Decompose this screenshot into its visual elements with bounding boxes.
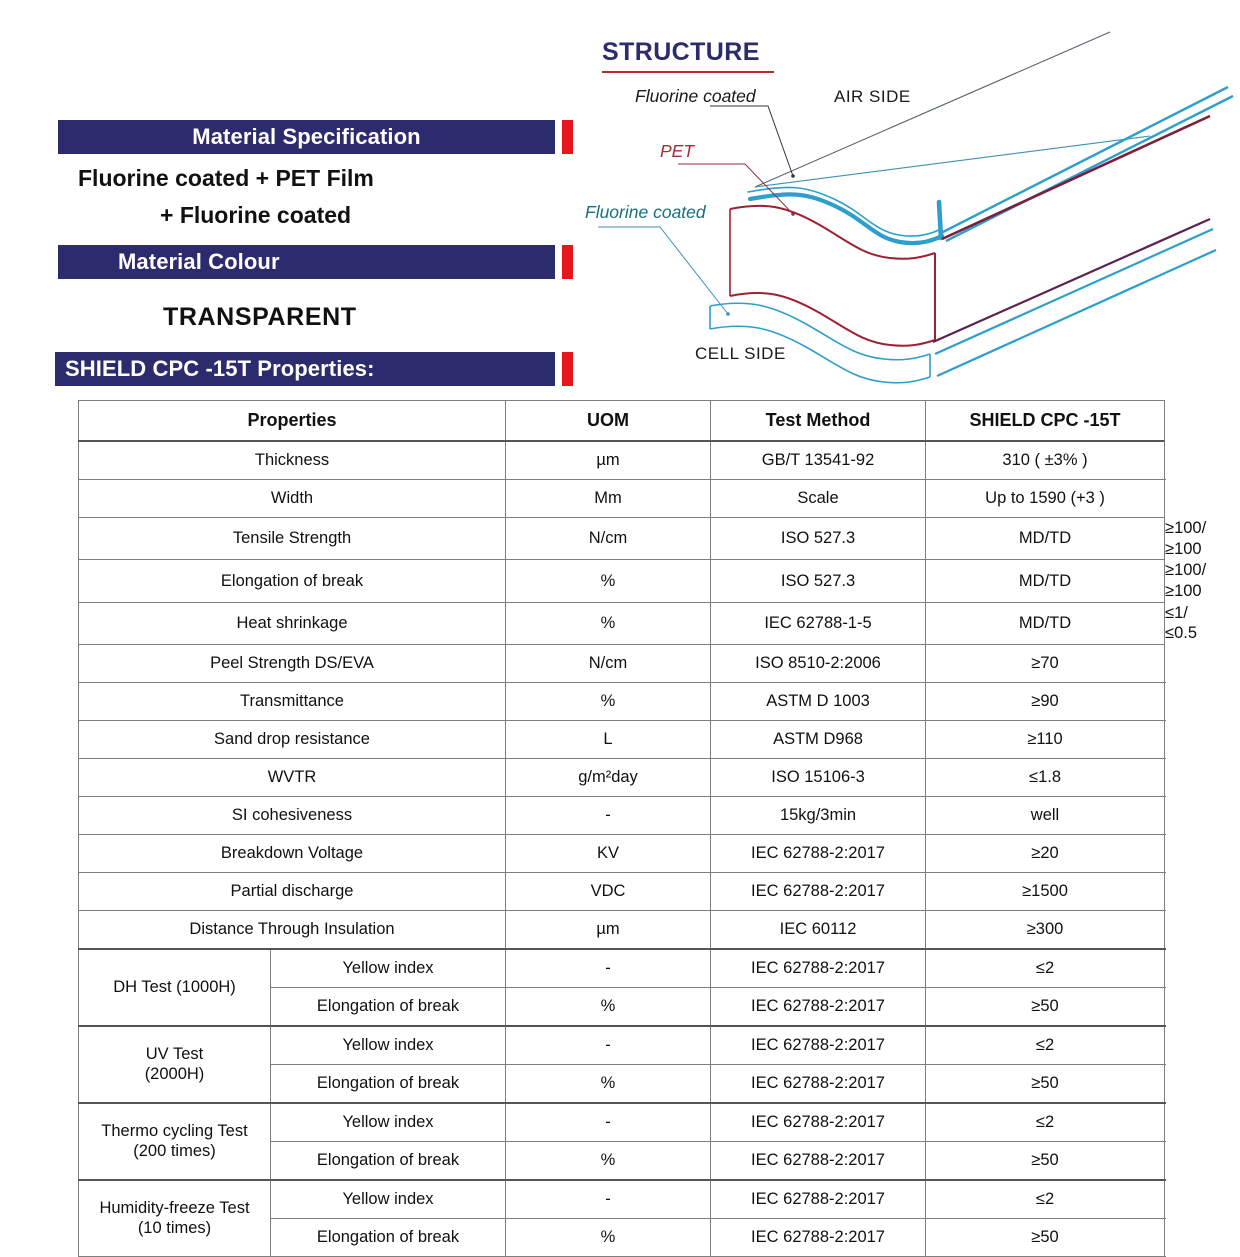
cell-test-method: IEC 62788-2:2017 <box>711 1141 926 1180</box>
cell-property: Yellow index <box>271 1103 506 1142</box>
cell-property: Breakdown Voltage <box>79 834 506 872</box>
cell-property: Thickness <box>79 441 506 480</box>
cell-test-group: Humidity-freeze Test (10 times) <box>79 1180 271 1257</box>
cell-test-group: Thermo cycling Test (200 times) <box>79 1103 271 1180</box>
cell-test-method: ASTM D968 <box>711 720 926 758</box>
cell-property: Transmittance <box>79 682 506 720</box>
structure-diagram <box>585 24 1240 394</box>
cell-uom: % <box>506 560 711 602</box>
material-specification-header-label: Material Specification <box>58 120 555 154</box>
cell-uom: N/cm <box>506 518 711 560</box>
label-pet: PET <box>660 141 695 161</box>
cell-result: ≥300 <box>926 910 1165 949</box>
cell-result: well <box>926 796 1165 834</box>
cell-test-method: IEC 62788-2:2017 <box>711 834 926 872</box>
column-header-properties: Properties <box>79 401 506 442</box>
table-row <box>79 480 1165 518</box>
cell-test-group: DH Test (1000H) <box>79 949 271 1026</box>
cell-test-group: UV Test (2000H) <box>79 1026 271 1103</box>
cell-result: 310 ( ±3% ) <box>926 441 1165 480</box>
cell-uom: µm <box>506 441 711 480</box>
cell-uom: % <box>506 1141 711 1180</box>
cell-property: Tensile Strength <box>79 518 506 560</box>
cell-uom: L <box>506 720 711 758</box>
column-header-test-method: Test Method <box>711 401 926 442</box>
cell-uom: % <box>506 1064 711 1103</box>
table-row <box>79 682 1165 720</box>
material-colour-value: TRANSPARENT <box>163 303 357 331</box>
structure-title: STRUCTURE <box>602 38 760 66</box>
table-row <box>79 834 1165 872</box>
material-spec-line-2: + Fluorine coated <box>160 202 352 228</box>
cell-result: ≤2 <box>926 1103 1165 1142</box>
label-fluorine-coated-top: Fluorine coated <box>635 86 756 106</box>
cell-result-direction: MD/TD <box>926 518 1165 560</box>
cell-test-method: IEC 62788-2:2017 <box>711 1218 926 1256</box>
table-row <box>79 441 1165 480</box>
cell-test-method: ISO 527.3 <box>711 518 926 560</box>
cell-property: Elongation of break <box>79 560 506 602</box>
cell-test-method: IEC 60112 <box>711 910 926 949</box>
properties-header-label: SHIELD CPC -15T Properties: <box>55 352 555 386</box>
header-bar-gap <box>555 120 562 154</box>
cell-result: ≥1500 <box>926 872 1165 910</box>
table-row <box>79 949 1165 988</box>
cell-property: Elongation of break <box>271 1141 506 1180</box>
header-bar-gap <box>555 245 562 279</box>
table-row: Heat shrinkage % IEC 62788-1-5 MD/TD ≤1/≤0.5 <box>79 602 1165 644</box>
cell-uom: % <box>506 1218 711 1256</box>
table-row <box>79 1180 1165 1219</box>
cell-result: Up to 1590 (+3 ) <box>926 480 1165 518</box>
cell-property: Yellow index <box>271 949 506 988</box>
cell-test-method: IEC 62788-1-5 <box>711 602 926 644</box>
cell-test-method: Scale <box>711 480 926 518</box>
material-colour-header-label: Material Colour <box>58 245 555 279</box>
cell-property: Elongation of break <box>271 1064 506 1103</box>
cell-uom: - <box>506 1103 711 1142</box>
material-colour-header-bar <box>58 245 573 279</box>
cell-uom: - <box>506 796 711 834</box>
label-cell-side: CELL SIDE <box>695 344 786 363</box>
cell-test-method: GB/T 13541-92 <box>711 441 926 480</box>
cell-test-method: IEC 62788-2:2017 <box>711 1180 926 1219</box>
cell-uom: - <box>506 1180 711 1219</box>
cell-property: Yellow index <box>271 1026 506 1065</box>
cell-result: ≤1.8 <box>926 758 1165 796</box>
cell-result: ≤2 <box>926 1180 1165 1219</box>
cell-uom: VDC <box>506 872 711 910</box>
table-row <box>79 758 1165 796</box>
table-header-row <box>79 401 1165 442</box>
table-row <box>79 644 1165 682</box>
cell-uom: KV <box>506 834 711 872</box>
cell-result-direction: MD/TD <box>926 560 1165 602</box>
header-bar-red-accent <box>562 245 573 279</box>
cell-test-method: ISO 8510-2:2006 <box>711 644 926 682</box>
cell-result: ≥50 <box>926 1218 1165 1256</box>
cell-test-method: ASTM D 1003 <box>711 682 926 720</box>
cell-uom: g/m²day <box>506 758 711 796</box>
table-row <box>79 872 1165 910</box>
table-row <box>79 1026 1165 1065</box>
cell-test-method: ISO 15106-3 <box>711 758 926 796</box>
cell-uom: - <box>506 949 711 988</box>
cell-uom: Mm <box>506 480 711 518</box>
cell-test-method: IEC 62788-2:2017 <box>711 1064 926 1103</box>
cell-test-method: IEC 62788-2:2017 <box>711 949 926 988</box>
table-row: Elongation of break % ISO 527.3 MD/TD ≥100/≥100 <box>79 560 1165 602</box>
cell-uom: % <box>506 987 711 1026</box>
material-specification-header-bar <box>58 120 573 154</box>
cell-test-method: IEC 62788-2:2017 <box>711 1026 926 1065</box>
table-row: Tensile Strength N/cm ISO 527.3 MD/TD ≥100/≥100 <box>79 518 1165 560</box>
cell-result: ≥50 <box>926 1064 1165 1103</box>
column-header-result: SHIELD CPC -15T <box>926 401 1165 442</box>
cell-property: Elongation of break <box>271 987 506 1026</box>
cell-property: Sand drop resistance <box>79 720 506 758</box>
cell-uom: % <box>506 682 711 720</box>
cell-result: ≥110 <box>926 720 1165 758</box>
cell-test-method: IEC 62788-2:2017 <box>711 1103 926 1142</box>
header-bar-red-accent <box>562 120 573 154</box>
properties-header-bar <box>55 352 573 386</box>
table-row <box>79 720 1165 758</box>
cell-uom: % <box>506 602 711 644</box>
cell-test-method: IEC 62788-2:2017 <box>711 872 926 910</box>
cell-test-method: IEC 62788-2:2017 <box>711 987 926 1026</box>
cell-result: ≤2 <box>926 1026 1165 1065</box>
cell-result: ≤2 <box>926 949 1165 988</box>
cell-property: Peel Strength DS/EVA <box>79 644 506 682</box>
column-header-uom: UOM <box>506 401 711 442</box>
properties-table <box>78 400 1207 1257</box>
cell-result: ≥90 <box>926 682 1165 720</box>
cell-test-method: ISO 527.3 <box>711 560 926 602</box>
cell-uom: µm <box>506 910 711 949</box>
header-bar-gap <box>555 352 562 386</box>
label-air-side: AIR SIDE <box>834 87 911 106</box>
cell-test-method: 15kg/3min <box>711 796 926 834</box>
material-spec-line-1: Fluorine coated + PET Film <box>78 165 374 191</box>
cell-property: Distance Through Insulation <box>79 910 506 949</box>
cell-property: Heat shrinkage <box>79 602 506 644</box>
cell-property: WVTR <box>79 758 506 796</box>
cell-result: ≥50 <box>926 987 1165 1026</box>
cell-property: Elongation of break <box>271 1218 506 1256</box>
cell-property: SI cohesiveness <box>79 796 506 834</box>
cell-result: ≥50 <box>926 1141 1165 1180</box>
cell-result-direction: MD/TD <box>926 602 1165 644</box>
label-fluorine-coated-bottom: Fluorine coated <box>585 202 706 222</box>
cell-property: Partial discharge <box>79 872 506 910</box>
header-bar-red-accent <box>562 352 573 386</box>
table-row <box>79 1103 1165 1142</box>
table-row <box>79 796 1165 834</box>
cell-result: ≥20 <box>926 834 1165 872</box>
cell-property: Width <box>79 480 506 518</box>
cell-result: ≥70 <box>926 644 1165 682</box>
table-row <box>79 910 1165 949</box>
cell-uom: N/cm <box>506 644 711 682</box>
cell-uom: - <box>506 1026 711 1065</box>
cell-property: Yellow index <box>271 1180 506 1219</box>
